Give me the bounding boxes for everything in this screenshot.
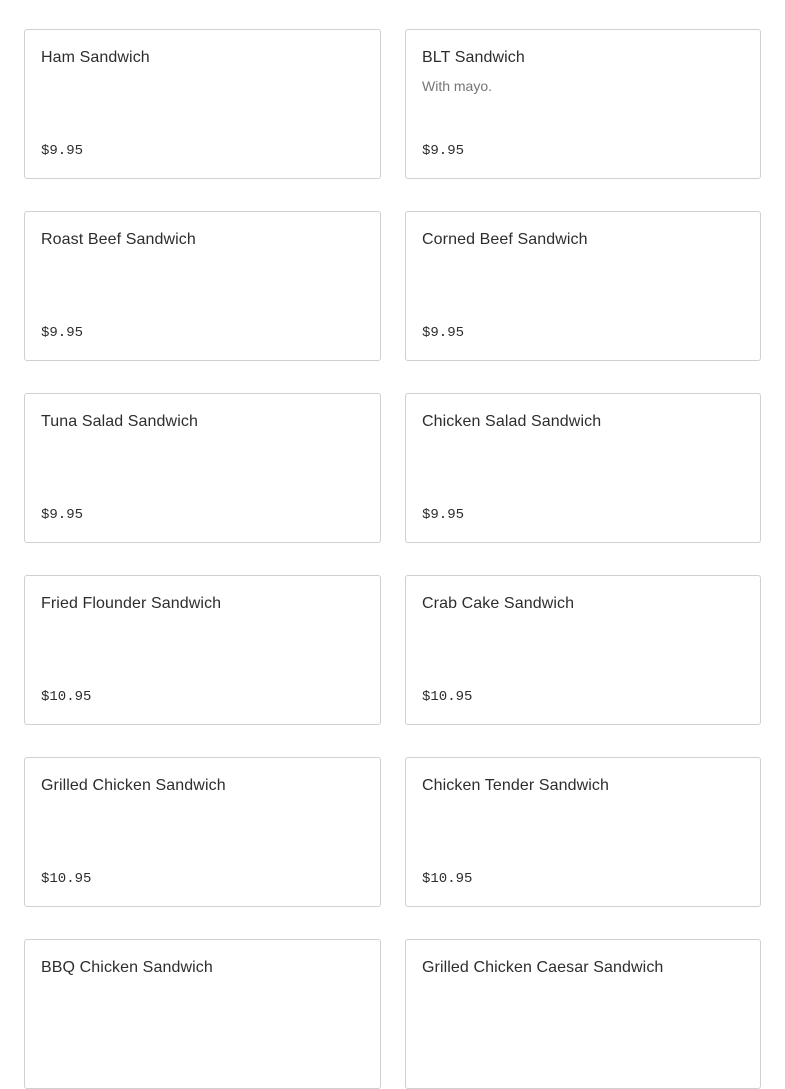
menu-item-price: $9.95 [422, 507, 465, 523]
menu-item-card[interactable] [405, 211, 761, 361]
menu-item-price: $10.95 [422, 689, 473, 705]
menu-item-name: Grilled Chicken Caesar Sandwich [422, 959, 664, 976]
menu-item-card[interactable] [24, 757, 381, 907]
menu-item-price: $9.95 [41, 143, 84, 159]
menu-item-name: Corned Beef Sandwich [422, 231, 588, 248]
menu-item-name: Ham Sandwich [41, 49, 150, 66]
menu-item-price: $9.95 [422, 143, 465, 159]
menu-item-name: Fried Flounder Sandwich [41, 595, 222, 612]
menu-item-description: With mayo. [422, 78, 493, 94]
menu-item-price: $9.95 [422, 325, 465, 341]
menu-item-name: Crab Cake Sandwich [422, 595, 575, 612]
menu-item-card[interactable] [405, 939, 761, 1089]
menu-item-name: BBQ Chicken Sandwich [41, 959, 213, 976]
menu-item-card[interactable] [405, 393, 761, 543]
menu-item-name: Chicken Salad Sandwich [422, 413, 602, 430]
menu-item-price: $10.95 [422, 871, 473, 887]
menu-item-price: $9.95 [41, 507, 84, 523]
menu-item-card[interactable] [405, 757, 761, 907]
menu-item-name: Roast Beef Sandwich [41, 231, 196, 248]
menu-item-name: Tuna Salad Sandwich [41, 413, 198, 430]
menu-item-card[interactable] [24, 575, 381, 725]
menu-item-card[interactable] [24, 393, 381, 543]
menu-item-price: $10.95 [41, 689, 92, 705]
menu-item-card[interactable] [24, 29, 381, 179]
menu-item-card[interactable] [24, 939, 381, 1089]
menu-item-price: $10.95 [41, 871, 92, 887]
menu-item-grid [24, 0, 761, 1089]
menu-item-price: $9.95 [41, 325, 84, 341]
menu-item-name: Chicken Tender Sandwich [422, 777, 610, 794]
menu-item-card[interactable] [24, 211, 381, 361]
menu-item-name: Grilled Chicken Sandwich [41, 777, 226, 794]
menu-item-name: BLT Sandwich [422, 49, 525, 66]
menu-item-card[interactable] [405, 29, 761, 179]
menu-item-card[interactable] [405, 575, 761, 725]
